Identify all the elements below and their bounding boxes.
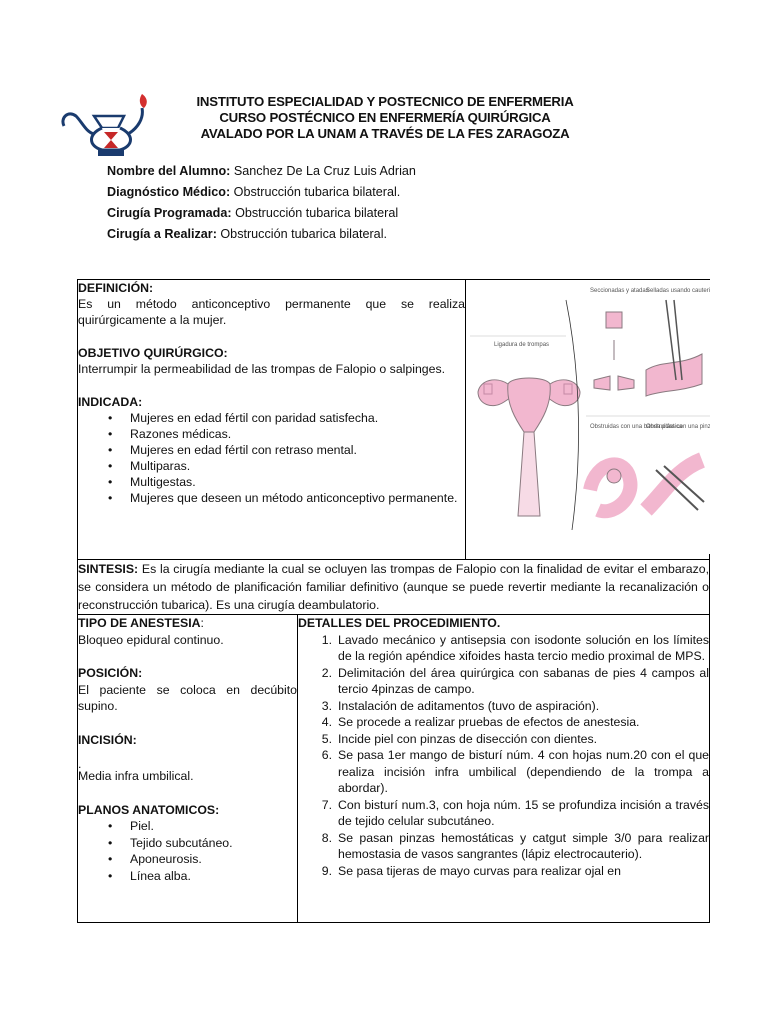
indications-title: INDICADA: — [78, 395, 143, 409]
figure-label-clip: Obstruidas con una pinz — [646, 424, 711, 430]
procedure-details-title: DETALLES DEL PROCEDIMIENTO. — [298, 616, 501, 630]
tubal-ligation-illustration — [466, 280, 710, 554]
institute-name: INSTITUTO ESPECIALIDAD Y POSTECNICO DE ENFERMERIA — [196, 94, 574, 109]
procedure-table — [77, 279, 710, 923]
endorsement: AVALADO POR LA UNAM A TRAVÉS DE LA FES ZARAGOZA — [200, 126, 570, 141]
synthesis-text: Es la cirugía mediante la cual se ocluyen las trompas de Falopio con la finalidad de evitar el embarazo, se considera un método de planificación familiar definitivo (aunque se puede revertir mediante la recanalización o reconstrucción tubarica). Es una cirugía deambulatorio. — [78, 562, 710, 612]
list-item: • Aponeurosis. — [130, 851, 297, 868]
list-item: 3. Instalación de aditamentos (tuvo de aspiración). — [321, 698, 600, 713]
procedure-details-cell — [298, 615, 710, 923]
planes-list — [78, 818, 297, 884]
definition-cell — [78, 280, 466, 560]
list-item: • Tejido subcutáneo. — [130, 835, 297, 852]
list-item: • Multiparas. — [130, 458, 465, 474]
objective-title: OBJETIVO QUIRÚRGICO: — [78, 346, 228, 360]
list-item: 6. Se pasa 1er mango de bisturí núm. 4 con hojas num.20 con el que realiza incisión infra umbilical (dependiendo de la trompa a abordar). — [321, 748, 710, 795]
definition-title: DEFINICIÓN: — [78, 281, 154, 295]
list-item: 1. Lavado mecánico y antisepsia con isodonte solución en los límites de la región apéndice xifoides hasta tercio medio proximal de MPS. — [321, 632, 710, 663]
figure-label-sectioned: Seccionadas y atadas — [590, 288, 649, 294]
anesthesia-cell — [78, 615, 298, 923]
incision-dot: . — [78, 757, 82, 771]
synthesis-title: SINTESIS: — [78, 562, 139, 576]
anesthesia-title-row: TIPO DE ANESTESIA: — [78, 616, 204, 630]
position-title: POSICIÓN: — [78, 666, 143, 680]
planes-title: PLANOS ANATOMICOS: — [78, 802, 220, 817]
diagnosis-row: Diagnóstico Médico: Obstrucción tubarica bilateral. — [107, 185, 401, 199]
patient-info — [107, 161, 416, 245]
course-name: CURSO POSTÉCNICO EN ENFERMERÍA QUIRÚRGICA — [219, 110, 551, 125]
list-item: 5. Incide piel con pinzas de disección con dientes. — [321, 731, 598, 746]
position-text: El paciente se coloca en decúbito supino. — [78, 682, 297, 713]
objective-text: Interrumpir la permeabilidad de las trompas de Falopio o salpinges. — [78, 362, 446, 376]
performed-surgery-row: Cirugía a Realizar: Obstrucción tubarica bilateral. — [107, 227, 387, 241]
figure-label-ligation: Ligadura de trompas — [494, 342, 550, 348]
indications-list — [78, 410, 465, 506]
list-item: 9. Se pasa tijeras de mayo curvas para realizar ojal en — [321, 863, 621, 878]
list-item: • Mujeres que deseen un método anticonceptivo permanente. — [130, 490, 465, 506]
list-item: • Piel. — [130, 818, 297, 835]
synthesis-cell — [78, 560, 710, 615]
list-item: • Razones médicas. — [130, 426, 465, 442]
incision-text: Media infra umbilical. — [78, 769, 194, 783]
list-item: 4. Se procede a realizar pruebas de efectos de anestesia. — [321, 715, 640, 729]
anesthesia-text: Bloqueo epidural continuo. — [78, 632, 224, 647]
scheduled-surgery-row: Cirugía Programada: Obstrucción tubarica bilateral — [107, 206, 399, 220]
figure-label-band: Obstruidas con una banda plástica — [590, 424, 683, 430]
student-name-row: Nombre del Alumno: Sanchez De La Cruz Luis Adrian — [107, 164, 416, 178]
document-header — [150, 94, 620, 142]
definition-text: Es un método anticonceptivo permanente que se realiza quirúrgicamente a la mujer. — [78, 297, 466, 327]
list-item: • Mujeres en edad fértil con paridad satisfecha. — [130, 410, 465, 426]
list-item: 8. Se pasan pinzas hemostáticas y catgut simple 3/0 para realizar hemostasia de vasos sangrantes (lápiz electrocauterio). — [321, 830, 710, 861]
list-item: 2. Delimitación del área quirúrgica con sabanas de pies 4 campos al tercio 4pinzas de campo. — [321, 665, 710, 696]
illustration-cell — [466, 280, 710, 560]
list-item: • Mujeres en edad fértil con retraso mental. — [130, 442, 465, 458]
list-item: • Línea alba. — [130, 868, 297, 885]
list-item: 7. Con bisturí num.3, con hoja núm. 15 se profundiza incisión a través de tejido celular subcutáneo. — [321, 797, 710, 828]
procedure-steps — [298, 632, 709, 880]
incision-title: INCISIÓN: — [78, 732, 137, 747]
list-item: • Multigestas. — [130, 474, 465, 490]
figure-label-sealed: Selladas usando cauter — [646, 288, 709, 294]
